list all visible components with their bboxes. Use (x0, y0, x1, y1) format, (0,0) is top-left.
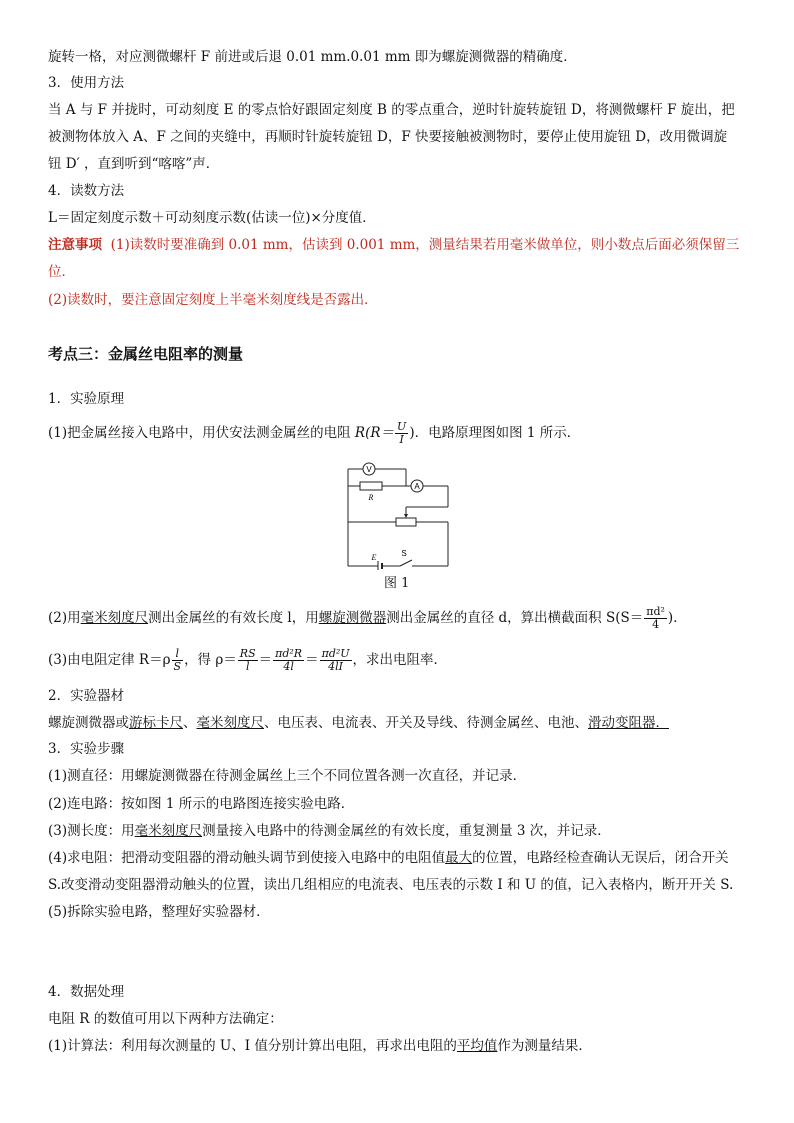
heading-principle: 1．实验原理 (48, 391, 125, 407)
fraction-numerator: πd² (646, 605, 665, 618)
heading-usage: 3．使用方法 (48, 75, 125, 91)
principle-1-text: (1)把金属丝接入电路中，用伏安法测金属丝的电阻 (48, 425, 355, 441)
fraction-denominator: 4 (652, 618, 660, 631)
note-label: 注意事项 (48, 237, 102, 253)
heading-equipment: 2．实验器材 (48, 688, 125, 704)
data-text-2a: (1)计算法：利用每次测量的 U、I 值分别计算出电阻，再求出电阻的 (48, 1038, 457, 1054)
usage-text-2: 被测物体放入 A、F 之间的夹缝中，再顺时针旋转旋钮 D，F 快要接触被测物时，要停止使用旋钮 D，改用微调旋 (48, 129, 728, 145)
principle-2-tool-micrometer: 螺旋测微器 (318, 610, 387, 626)
step-3-ruler: 毫米刻度尺 (134, 823, 203, 839)
equipment-rheostat: 滑动变阻器． (588, 715, 669, 731)
voltmeter-label: V (366, 465, 372, 474)
principle-2 (48, 604, 687, 632)
section-title: 考点三：金属丝电阻率的测量 (48, 345, 244, 363)
fraction-denominator: I (399, 433, 404, 446)
figure-caption: 图 1 (384, 576, 410, 591)
fraction-rs-over-l (238, 648, 258, 673)
note-line-2: (2)读数时，要注意固定刻度上半毫米刻度线是否露出． (48, 292, 378, 308)
reading-formula: L＝固定刻度示数＋可动刻度示数(估读一位)×分度值． (48, 210, 376, 226)
fraction-numerator: U (397, 420, 407, 433)
ammeter-label: A (414, 482, 420, 491)
fraction-denominator: l (245, 660, 250, 673)
fraction-numerator: πd²U (321, 647, 350, 660)
equals-sign: ＝ (305, 652, 319, 668)
equipment-caliper: 游标卡尺 (129, 715, 183, 731)
fraction-numerator: RS (239, 647, 256, 660)
principle-2-tool-ruler: 毫米刻度尺 (80, 610, 149, 626)
fraction-u-form (320, 648, 352, 673)
step-4-text-a: (4)求电阻：把滑动变阻器的滑动触头调节到使接入电路中的电阻值 (48, 850, 446, 866)
data-text-1: 电阻 R 的数值可用以下两种方法确定： (48, 1011, 283, 1027)
heading-reading: 4．读数方法 (48, 183, 125, 199)
principle-3-text-b: ，得 ρ＝ (184, 652, 237, 668)
usage-text-3: 钮 D′ ，直到听到“喀喀”声． (48, 156, 220, 172)
fraction-denominator: S (173, 660, 182, 673)
step-3-text-a: (3)测长度：用 (48, 823, 135, 839)
fraction-denominator: 4lI (328, 660, 343, 673)
resistor-label: R (368, 493, 374, 502)
equipment-text-b: 、电压表、电流表、开关及导线、待测金属丝、电池、 (264, 715, 588, 731)
data-average: 平均值 (456, 1038, 498, 1054)
equipment-text-a: 螺旋测微器或 (48, 715, 129, 731)
micrometer-precision-text: 旋转一格，对应测微螺杆 F 前进或后退 0.01 mm.0.01 mm 即为螺旋测微器的精确度． (48, 49, 577, 65)
principle-3-text-a: (3)由电阻定律 R＝ρ (48, 652, 171, 668)
principle-1-end: )．电路原理图如图 1 所示． (409, 425, 581, 441)
equipment-list (48, 714, 669, 732)
note-line-1 (48, 236, 739, 254)
step-3-text-b: 测量接入电路中的待测金属丝的有效长度，重复测量 3 次，并记录． (202, 823, 611, 839)
principle-3 (48, 646, 447, 674)
slider-arrow (404, 514, 408, 518)
step-2: (2)连电路：按如图 1 所示的电路图连接实验电路． (48, 796, 355, 812)
step-5: (5)拆除实验电路，整理好实验器材． (48, 904, 270, 920)
data-text-2 (48, 1037, 592, 1055)
usage-text-1: 当 A 与 F 并拢时，可动刻度 E 的零点恰好跟固定刻度 B 的零点重合，逆时针旋转旋钮 D，将测微螺杆 F 旋出，把 (48, 102, 735, 118)
heading-data: 4．数据处理 (48, 984, 125, 1000)
principle-1 (48, 420, 580, 446)
fraction-numerator: l (172, 648, 184, 661)
step-4 (48, 849, 729, 867)
fraction-l-over-s (172, 648, 184, 673)
principle-1-R: R(R＝ (354, 425, 395, 441)
switch-label: S (401, 549, 407, 558)
principle-2-text-c: 测出金属丝的直径 d，算出横截面积 S(S＝ (386, 610, 644, 626)
equipment-sep: 、 (183, 715, 197, 731)
step-4-cont: S.改变滑动变阻器滑动触头的位置，读出几组相应的电流表、电压表的示数 I 和 U 的值，记入表格内，断开开关 S. (48, 877, 734, 893)
equals-sign: ＝ (258, 652, 273, 668)
circuit-diagram (338, 462, 456, 570)
battery-label: E (371, 553, 377, 562)
heading-steps: 3．实验步骤 (48, 741, 125, 757)
step-4-text-b: 的位置，电路经检查确认无误后，闭合开关 (472, 850, 729, 866)
step-1: (1)测直径：用螺旋测微器在待测金属丝上三个不同位置各测一次直径，并记录． (48, 768, 527, 784)
data-text-2b: 作为测量结果． (497, 1038, 592, 1054)
fraction-area (644, 606, 667, 631)
principle-2-text-b: 测出金属丝的有效长度 l，用 (148, 610, 319, 626)
fraction-u-over-i (395, 421, 408, 446)
principle-2-text-a: (2)用 (48, 610, 81, 626)
step-4-max: 最大 (445, 850, 473, 866)
step-3 (48, 822, 611, 840)
note-line-1-cont: 位． (48, 264, 75, 280)
fraction-numerator: πd²R (275, 647, 303, 660)
equipment-ruler: 毫米刻度尺 (196, 715, 264, 731)
note-text-1: (1)读数时要准确到 0.01 mm，估读到 0.001 mm，测量结果若用毫米做单位，则小数点后面必须保留三 (110, 237, 740, 253)
fraction-r-form (273, 648, 304, 673)
principle-2-text-d: )． (667, 610, 687, 626)
fraction-denominator: 4l (283, 660, 294, 673)
principle-3-text-c: ，求出电阻率． (352, 652, 448, 668)
